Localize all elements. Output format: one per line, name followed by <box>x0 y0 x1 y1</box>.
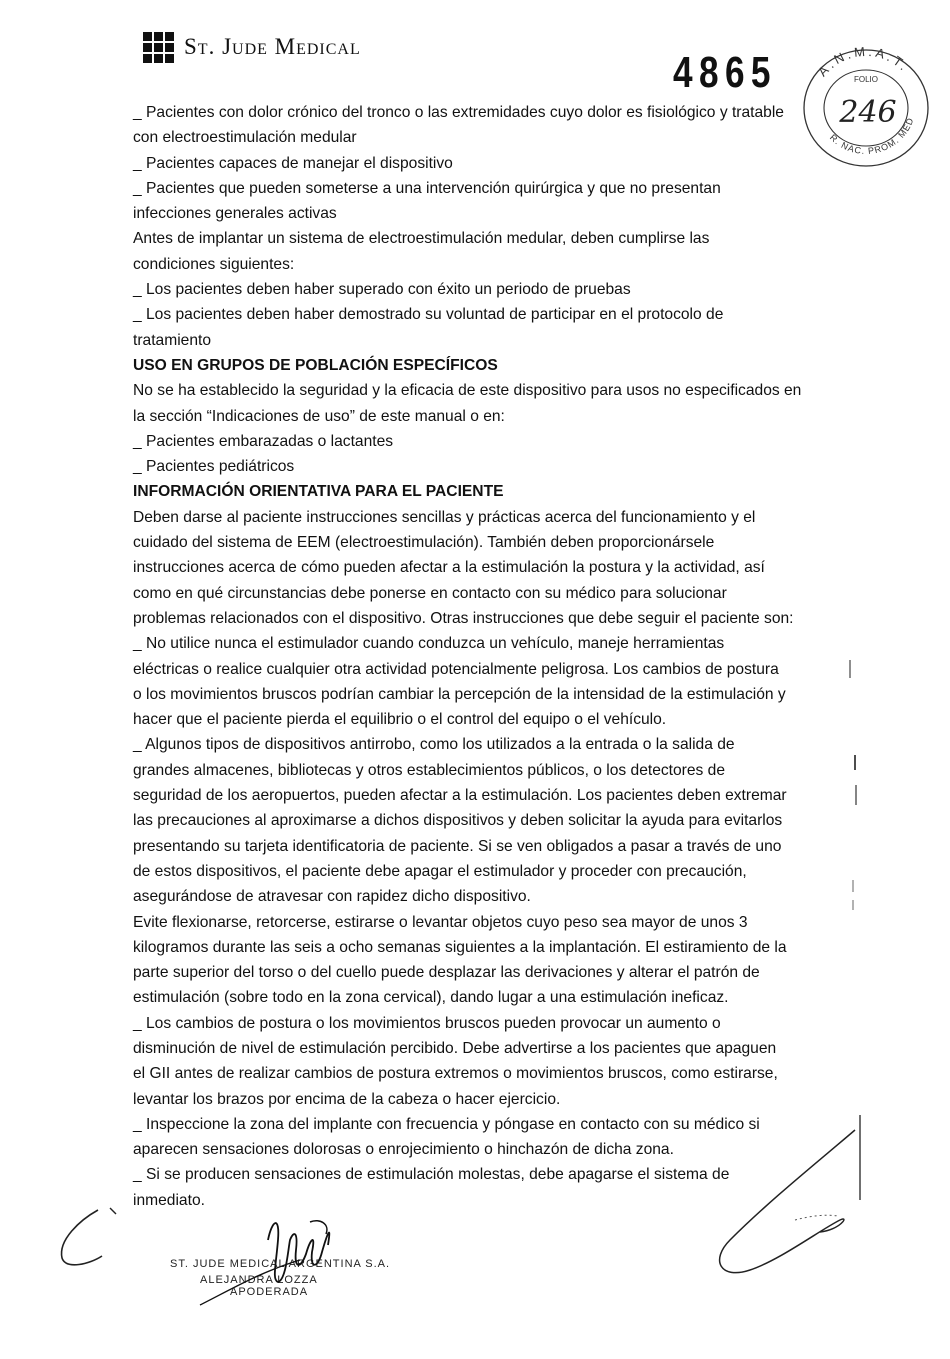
text-line: _ Algunos tipos de dispositivos antirrobo, como los utilizados a la entrada o la salida de <box>133 736 735 754</box>
text-line: problemas relacionados con el dispositivo. Otras instrucciones que debe seguir el paciente son: <box>133 609 794 627</box>
page-number: 4865 <box>673 48 777 97</box>
company-logo <box>143 30 361 64</box>
text-line: levantar los brazos por encima de la cabeza o hacer ejercicio. <box>133 1090 561 1108</box>
body-text <box>133 100 833 1213</box>
text-line: cuidado del sistema de EEM (electroestimulación). También deben proporcionársele <box>133 534 715 552</box>
text-line: tratamiento <box>133 331 212 349</box>
handwritten-signature <box>160 1210 400 1310</box>
logo-grid-icon <box>143 32 174 63</box>
text-line: _ No utilice nunca el estimulador cuando conduzca un vehículo, maneje herramientas <box>133 635 725 653</box>
margin-scan-marks <box>840 500 870 1200</box>
text-line: _ Pacientes con dolor crónico del tronco o las extremidades cuyo dolor es fisiológico y tratable <box>133 104 784 121</box>
text-line: kilogramos durante las seis a ocho semanas siguientes a la implantación. El estiramiento de la <box>133 938 787 956</box>
section-heading: USO EN GRUPOS DE POBLACIÓN ESPECÍFICOS <box>133 356 498 374</box>
logo-text: St. Jude Medical <box>184 34 361 59</box>
text-line: Deben darse al paciente instrucciones sencillas y prácticas acerca del funcionamiento y el <box>133 508 756 526</box>
stamp-top-text: A.N.M.A.T. <box>814 43 913 80</box>
text-line: _ Pacientes que pueden someterse a una intervención quirúrgica y que no presentan <box>133 179 721 197</box>
text-line: presentando su tarjeta identificatoria de paciente. Si se ven obligados a pasar a través de uno <box>133 837 782 855</box>
text-line: Evite flexionarse, retorcerse, estirarse o levantar objetos cuyo peso sea mayor de unos 3 <box>133 913 748 931</box>
text-line: eléctricas o realice cualquier otra actividad potencialmente peligrosa. Los cambios de postura <box>133 660 779 678</box>
text-line: las precauciones al aproximarse a dichos dispositivos y deben solicitar la ayuda para evitarlos <box>133 812 783 830</box>
stamp-number: 246 <box>839 95 897 130</box>
signature-stamp-company: ST. JUDE MEDICAL ARGENTINA S.A. <box>170 1258 391 1270</box>
text-line: _ Inspeccione la zona del implante con frecuencia y póngase en contacto con su médico si <box>133 1115 760 1133</box>
text-line: o los movimientos bruscos podrían cambiar la percepción de la intensidad de la estimulación y <box>133 685 786 703</box>
text-line: grandes almacenes, bibliotecas y otros establecimientos públicos, o los detectores de <box>133 761 726 779</box>
text-line: hacer que el paciente pierda el equilibrio o el control del equipo o el vehículo. <box>133 711 667 729</box>
text-line: _ Pacientes capaces de manejar el dispositivo <box>133 154 453 172</box>
text-line: con electroestimulación medular <box>133 129 357 147</box>
text-line: No se ha establecido la seguridad y la eficacia de este dispositivo para usos no especificados en <box>133 382 802 400</box>
svg-text:A.N.M.A.T. <box>815 44 913 80</box>
handwritten-mark-left <box>40 1200 130 1280</box>
text-line: asegurándose de atravesar con rapidez dicho dispositivo. <box>133 888 531 906</box>
text-line: _ Si se producen sensaciones de estimulación molestas, debe apagarse el sistema de <box>133 1166 730 1184</box>
text-line: estimulación (sobre todo en la zona cervical), dando lugar a una estimulación ineficaz. <box>133 989 729 1007</box>
text-line: _ Los cambios de postura o los movimientos bruscos pueden provocar un aumento o <box>133 1014 721 1032</box>
text-line: aparecen sensaciones dolorosas o enrojecimiento o hinchazón de dicha zona. <box>133 1141 674 1159</box>
text-line: disminución de nivel de estimulación percibido. Debe advertirse a los pacientes que apaguen <box>133 1039 777 1057</box>
stamp-label: FOLIO <box>853 75 879 84</box>
stamp-bottom-text: R. NAC. PROM. MED <box>827 115 916 157</box>
text-line: condiciones siguientes: <box>133 255 295 273</box>
text-line: _ Pacientes pediátricos <box>133 458 295 476</box>
text-line: de estos dispositivos, el paciente debe apagar el estimulador y proceder con precaución, <box>133 862 747 880</box>
signature-stamp <box>160 1210 400 1310</box>
text-line: _ Los pacientes deben haber superado con éxito un periodo de pruebas <box>133 281 631 299</box>
text-line: instrucciones acerca de cómo pueden afectar a la estimulación la postura y la actividad, así <box>133 559 765 577</box>
text-line: inmediato. <box>133 1191 205 1209</box>
text-line: infecciones generales activas <box>133 205 337 223</box>
text-line: seguridad de los aeropuertos, pueden afectar a la estimulación. Los pacientes deben extremar <box>133 787 787 805</box>
text-line: parte superior del torso o del cuello puede desplazar las derivaciones y alterar el patrón de <box>133 964 760 982</box>
text-line: como en qué circunstancias debe ponerse en contacto con su médico para solucionar <box>133 584 727 602</box>
handwritten-signature-right <box>700 1120 870 1290</box>
text-line: _ Pacientes embarazadas o lactantes <box>133 432 394 450</box>
section-heading: INFORMACIÓN ORIENTATIVA PARA EL PACIENTE <box>133 483 504 501</box>
text-line: _ Los pacientes deben haber demostrado su voluntad de participar en el protocolo de <box>133 306 724 324</box>
text-line: el GII antes de realizar cambios de postura extremos o movimientos bruscos, como estirarse, <box>133 1065 778 1083</box>
text-line: la sección “Indicaciones de uso” de este manual o en: <box>133 407 505 425</box>
signature-stamp-name: ALEJANDRA LOZZA <box>200 1274 318 1286</box>
text-line: Antes de implantar un sistema de electroestimulación medular, deben cumplirse las <box>133 230 710 248</box>
signature-stamp-role: APODERADA <box>230 1286 309 1298</box>
